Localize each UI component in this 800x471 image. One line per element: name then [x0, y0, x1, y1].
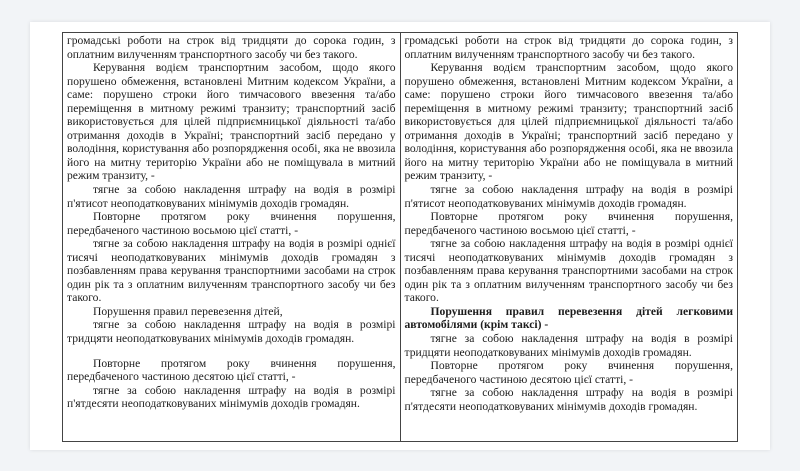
paragraph: Повторне протягом року вчинення порушення, передбаченого частиною восьмою цієї статті, - [67, 210, 396, 237]
paragraph-bold: Порушення правил перевезення дітей легковими автомобілями (крім таксі) - [404, 304, 733, 332]
paragraph: Порушення правил перевезення дітей, [93, 304, 283, 318]
paragraph: тягне за собою накладення штрафу на водія в розмірі однієї тисячі неоподатковуваних мінімумів доходів громадян з позбавленням права керування транспортними засобами на строк один рік та з оплатним вилученням транспортного засобу чи без такого. [404, 237, 733, 305]
paragraph: тягне за собою накладення штрафу на водія в розмірі п'ятисот неоподатковуваних мінімумів доходів громадян. [67, 183, 396, 210]
paragraph: тягне за собою накладення штрафу на водія в розмірі тридцяти неоподатковуваних мінімумів доходів громадян. [404, 332, 733, 359]
paragraph: громадські роботи на строк від тридцяти до сорока годин, з оплатним вилученням транспортного засобу чи без такого. [67, 34, 396, 61]
paragraph: тягне за собою накладення штрафу на водія в розмірі п'ятисот неоподатковуваних мінімумів доходів громадян. [404, 183, 733, 210]
paragraph: тягне за собою накладення штрафу на водія в розмірі однієї тисячі неоподатковуваних мінімумів доходів громадян з позбавленням права керування транспортними засобами на строк один рік та з оплатним вилученням транспортного засобу чи без такого. [67, 237, 396, 305]
paragraph: громадські роботи на строк від тридцяти до сорока годин, з оплатним вилученням транспортного засобу чи без такого. [404, 34, 733, 61]
table-row [63, 33, 738, 442]
paragraph: тягне за собою накладення штрафу на водія в розмірі п'ятдесяти неоподатковуваних мінімумів доходів громадян. [404, 386, 733, 413]
paragraph: тягне за собою накладення штрафу на водія в розмірі п'ятдесяти неоподатковуваних мінімумів доходів громадян. [67, 383, 396, 411]
blank-line [67, 346, 396, 357]
left-column-current-text [63, 33, 401, 442]
comparison-table [62, 32, 738, 442]
paragraph: Керування водієм транспортним засобом, щодо якого порушено обмеження, встановлені Митним кодексом України, а саме: порушено строки його тимчасового ввезення та/або переміщення в митному режимі транзиту; транспортний засіб використовується для цілей підприємницької діяльності та/або отримання доходів в Україні; транспортний засіб передано у володіння, користування або розпорядження особі, яка не ввозила його на митну територію України або не поміщувала в митний режим транзиту, - [67, 61, 396, 183]
right-column-proposed-text [400, 33, 738, 442]
paragraph: Повторне протягом року вчинення порушення, передбаченого частиною восьмою цієї статті, - [404, 210, 733, 237]
paragraph: Повторне протягом року вчинення порушення, передбаченого частиною десятою цієї статті, - [67, 356, 396, 384]
paragraph: Керування водієм транспортним засобом, щодо якого порушено обмеження, встановлені Митним кодексом України, а саме: порушено строки його тимчасового ввезення та/або переміщення в митному режимі транзиту; транспортний засіб використовується для цілей підприємницької діяльності та/або отримання доходів в Україні; транспортний засіб передано у володіння, користування або розпорядження особі, яка не ввозила його на митну територію України або не поміщувала в митний режим транзиту, - [404, 61, 733, 183]
paragraph: Повторне протягом року вчинення порушення, передбаченого частиною десятою цієї статті, - [404, 359, 733, 386]
paragraph: тягне за собою накладення штрафу на водія в розмірі тридцяти неоподатковуваних мінімумів доходів громадян. [67, 318, 396, 346]
document-page [30, 22, 770, 450]
